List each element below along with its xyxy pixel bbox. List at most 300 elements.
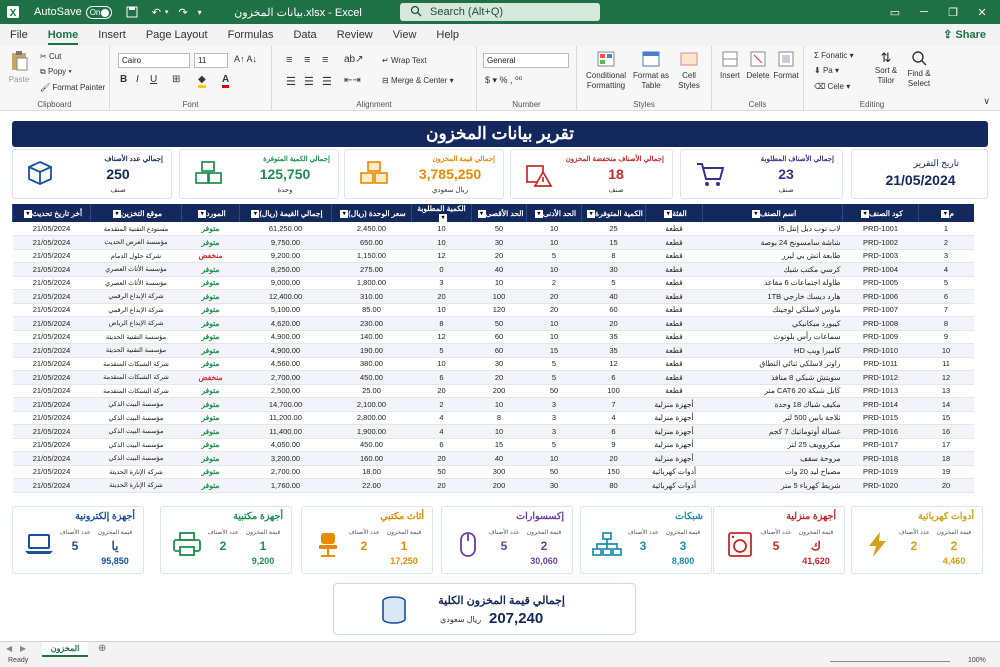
table-cell[interactable]: 8,250.00 xyxy=(240,263,332,277)
fill-button[interactable]: ⬇ Pa ▾ xyxy=(814,66,839,75)
column-header[interactable]: المورد▾ xyxy=(182,204,240,222)
table-cell[interactable]: 8 xyxy=(582,249,646,263)
restore-icon[interactable]: ❐ xyxy=(948,6,958,19)
table-cell[interactable]: 21/05/2024 xyxy=(13,263,91,277)
table-cell[interactable]: 20 xyxy=(412,479,472,493)
filter-dropdown-icon[interactable]: ▾ xyxy=(587,210,595,218)
undo-dropdown-icon[interactable]: ▾ xyxy=(164,9,169,16)
table-cell[interactable]: قطعة xyxy=(646,344,703,358)
table-cell[interactable]: 1 xyxy=(919,222,974,236)
table-cell[interactable]: 21/05/2024 xyxy=(13,371,91,385)
table-cell[interactable]: 20 xyxy=(412,452,472,466)
table-cell[interactable]: قطعة xyxy=(646,276,703,290)
format-cells-button[interactable]: Format xyxy=(772,50,800,80)
table-cell[interactable]: 21/05/2024 xyxy=(13,344,91,358)
find-select-button[interactable]: Find & Select xyxy=(902,50,936,89)
table-cell[interactable]: شركة الإبداع الرقمي xyxy=(91,303,182,317)
table-cell[interactable]: 10 xyxy=(527,236,582,250)
table-cell[interactable]: متوفر xyxy=(182,452,240,466)
table-cell[interactable]: 30 xyxy=(582,263,646,277)
table-cell[interactable]: 40 xyxy=(582,290,646,304)
tab-help[interactable]: Help xyxy=(436,29,460,41)
table-cell[interactable]: سويتش شبكي 8 منافذ xyxy=(703,371,843,385)
merge-center-button[interactable]: ⊟ Merge & Center ▾ xyxy=(382,76,454,85)
table-cell[interactable]: 12 xyxy=(412,249,472,263)
table-cell[interactable]: 7 xyxy=(582,398,646,412)
table-cell[interactable]: 6 xyxy=(582,425,646,439)
table-row[interactable] xyxy=(13,452,974,466)
table-cell[interactable]: 10 xyxy=(527,452,582,466)
tab-home[interactable]: Home xyxy=(38,24,89,46)
font-color-icon[interactable]: A xyxy=(222,74,229,88)
table-cell[interactable]: PRD-1001 xyxy=(843,222,919,236)
table-cell[interactable]: متوفر xyxy=(182,425,240,439)
table-cell[interactable]: 21/05/2024 xyxy=(13,330,91,344)
column-header[interactable]: اسم الصنف▾ xyxy=(703,204,843,222)
table-cell[interactable]: 17 xyxy=(919,438,974,452)
column-header[interactable]: الحد الأدنى▾ xyxy=(527,204,582,222)
table-cell[interactable]: 18.00 xyxy=(332,465,412,479)
table-cell[interactable]: 4 xyxy=(412,411,472,425)
table-cell[interactable]: 4 xyxy=(582,411,646,425)
table-cell[interactable]: 5 xyxy=(527,249,582,263)
table-row[interactable] xyxy=(13,384,974,398)
undo-icon[interactable]: ↶ xyxy=(151,6,161,19)
table-cell[interactable]: شركة الشبكات المتقدمة xyxy=(91,371,182,385)
table-cell[interactable]: 61,250.00 xyxy=(240,222,332,236)
table-cell[interactable]: 4,050.00 xyxy=(240,438,332,452)
bold-button[interactable]: B xyxy=(120,74,128,85)
redo-icon[interactable]: ↷ xyxy=(178,6,188,19)
table-cell[interactable]: أدوات كهربائية xyxy=(646,465,703,479)
align-left-icon[interactable]: ☰ xyxy=(286,76,296,88)
currency-icon[interactable]: $ ▾ % , ⁰⁰ xyxy=(485,75,523,85)
zoom-level[interactable]: 100% xyxy=(968,657,986,664)
table-cell[interactable]: 14 xyxy=(919,398,974,412)
table-cell[interactable]: قطعة xyxy=(646,249,703,263)
table-cell[interactable]: PRD-1019 xyxy=(843,465,919,479)
table-cell[interactable]: PRD-1003 xyxy=(843,249,919,263)
table-cell[interactable]: PRD-1006 xyxy=(843,290,919,304)
table-cell[interactable]: 20 xyxy=(472,371,527,385)
table-cell[interactable]: قطعة xyxy=(646,371,703,385)
table-cell[interactable]: 9,200.00 xyxy=(240,249,332,263)
table-cell[interactable]: ثلاجة بابين 500 لتر xyxy=(703,411,843,425)
table-row[interactable] xyxy=(13,479,974,493)
table-cell[interactable]: 60 xyxy=(582,303,646,317)
table-cell[interactable]: 10 xyxy=(527,330,582,344)
table-cell[interactable]: شركة الإبداع الرياض xyxy=(91,317,182,331)
table-cell[interactable]: متوفر xyxy=(182,317,240,331)
table-cell[interactable]: 50 xyxy=(412,465,472,479)
table-cell[interactable]: 9 xyxy=(919,330,974,344)
table-cell[interactable]: متوفر xyxy=(182,438,240,452)
table-cell[interactable]: 21/05/2024 xyxy=(13,357,91,371)
table-cell[interactable]: متوفر xyxy=(182,465,240,479)
table-cell[interactable]: قطعة xyxy=(646,222,703,236)
table-cell[interactable]: قطعة xyxy=(646,330,703,344)
table-cell[interactable]: 21/05/2024 xyxy=(13,290,91,304)
table-cell[interactable]: PRD-1013 xyxy=(843,384,919,398)
table-cell[interactable]: شركة الشبكات المتقدمة xyxy=(91,357,182,371)
table-cell[interactable]: 20 xyxy=(582,452,646,466)
table-cell[interactable]: 16 xyxy=(919,425,974,439)
collapse-ribbon-icon[interactable]: ∨ xyxy=(983,96,990,106)
table-cell[interactable]: 200 xyxy=(472,384,527,398)
table-cell[interactable]: 21/05/2024 xyxy=(13,249,91,263)
table-cell[interactable]: مؤسسة التقنية الحديثة xyxy=(91,344,182,358)
table-cell[interactable]: 15 xyxy=(919,411,974,425)
table-cell[interactable]: كيبورد ميكانيكي xyxy=(703,317,843,331)
filter-dropdown-icon[interactable]: ▾ xyxy=(113,210,121,218)
table-cell[interactable]: 10 xyxy=(472,276,527,290)
table-cell[interactable]: 21/05/2024 xyxy=(13,276,91,290)
table-cell[interactable]: 80 xyxy=(582,479,646,493)
table-cell[interactable]: 20 xyxy=(582,317,646,331)
table-cell[interactable]: 13 xyxy=(919,384,974,398)
table-cell[interactable]: 22.00 xyxy=(332,479,412,493)
table-cell[interactable]: 21/05/2024 xyxy=(13,398,91,412)
search-box[interactable] xyxy=(400,3,600,21)
table-cell[interactable]: 21/05/2024 xyxy=(13,465,91,479)
table-row[interactable] xyxy=(13,465,974,479)
underline-button[interactable]: U xyxy=(150,74,158,85)
table-cell[interactable]: 25 xyxy=(582,222,646,236)
table-cell[interactable]: PRD-1018 xyxy=(843,452,919,466)
cut-button[interactable]: ✂ Cut xyxy=(40,52,62,61)
table-cell[interactable]: PRD-1002 xyxy=(843,236,919,250)
font-size-buttons[interactable]: A↑ A↓ xyxy=(234,54,258,64)
table-cell[interactable]: قطعة xyxy=(646,317,703,331)
prev-sheet-icon[interactable]: ◀ xyxy=(6,644,13,653)
table-cell[interactable]: مؤسسة البيت الذكي xyxy=(91,398,182,412)
zoom-slider[interactable] xyxy=(830,661,950,662)
table-cell[interactable]: 2,700.00 xyxy=(240,465,332,479)
table-cell[interactable]: 2 xyxy=(527,276,582,290)
table-row[interactable] xyxy=(13,222,974,236)
font-size-select[interactable]: 11 xyxy=(194,53,228,68)
table-cell[interactable]: 3 xyxy=(527,398,582,412)
table-row[interactable] xyxy=(13,236,974,250)
column-header[interactable]: موقع التخزين▾ xyxy=(91,204,182,222)
table-cell[interactable]: 11,200.00 xyxy=(240,411,332,425)
table-cell[interactable]: 15 xyxy=(582,236,646,250)
table-row[interactable] xyxy=(13,317,974,331)
ribbon-display-icon[interactable]: ▭ xyxy=(889,6,901,19)
table-cell[interactable]: 380.00 xyxy=(332,357,412,371)
table-cell[interactable]: 20 xyxy=(919,479,974,493)
table-cell[interactable]: 3 xyxy=(919,249,974,263)
table-cell[interactable]: أجهزة منزلية xyxy=(646,452,703,466)
align-right-icon[interactable]: ☰ xyxy=(322,76,332,88)
tab-formulas[interactable]: Formulas xyxy=(227,29,274,41)
table-cell[interactable]: 15 xyxy=(527,344,582,358)
column-header[interactable]: سعر الوحدة (ريال)▾ xyxy=(332,204,412,222)
table-cell[interactable]: قطعة xyxy=(646,290,703,304)
column-header[interactable]: كود الصنف▾ xyxy=(843,204,919,222)
table-cell[interactable]: 9,000.00 xyxy=(240,276,332,290)
close-icon[interactable]: ✕ xyxy=(977,6,987,19)
align-top-icon[interactable]: ≡ xyxy=(286,54,293,66)
filter-dropdown-icon[interactable]: ▾ xyxy=(340,210,348,218)
table-cell[interactable]: PRD-1009 xyxy=(843,330,919,344)
table-cell[interactable]: 5 xyxy=(582,276,646,290)
table-cell[interactable]: 40 xyxy=(472,452,527,466)
table-row[interactable] xyxy=(13,330,974,344)
format-painter-button[interactable]: 🖌 Format Painter xyxy=(40,83,106,92)
table-cell[interactable]: 10 xyxy=(919,344,974,358)
table-cell[interactable]: PRD-1020 xyxy=(843,479,919,493)
table-cell[interactable]: متوفر xyxy=(182,303,240,317)
table-cell[interactable]: 30 xyxy=(527,479,582,493)
table-cell[interactable]: 20 xyxy=(412,384,472,398)
table-cell[interactable]: 8 xyxy=(412,317,472,331)
autosave-toggle[interactable]: On xyxy=(86,6,112,19)
table-cell[interactable]: 10 xyxy=(412,236,472,250)
table-cell[interactable]: 10 xyxy=(527,263,582,277)
table-cell[interactable]: متوفر xyxy=(182,398,240,412)
table-cell[interactable]: سماعات رأس بلوتوث xyxy=(703,330,843,344)
table-cell[interactable]: متوفر xyxy=(182,411,240,425)
table-cell[interactable]: 12 xyxy=(582,357,646,371)
table-cell[interactable]: أجهزة منزلية xyxy=(646,411,703,425)
orientation-icon[interactable]: ab↗ xyxy=(344,54,364,65)
table-cell[interactable]: شاشة سامسونج 24 بوصة xyxy=(703,236,843,250)
table-cell[interactable]: 120 xyxy=(472,303,527,317)
table-cell[interactable]: PRD-1010 xyxy=(843,344,919,358)
table-cell[interactable]: 3 xyxy=(527,411,582,425)
table-cell[interactable]: 60 xyxy=(472,344,527,358)
table-cell[interactable]: شريط كهرباء 5 متر xyxy=(703,479,843,493)
table-cell[interactable]: منخفض xyxy=(182,249,240,263)
table-cell[interactable]: 21/05/2024 xyxy=(13,222,91,236)
share-button[interactable]: ⇪ Share xyxy=(943,29,986,41)
table-cell[interactable]: كرسي مكتب شبك xyxy=(703,263,843,277)
save-icon[interactable] xyxy=(126,0,138,24)
tab-insert[interactable]: Insert xyxy=(98,29,126,41)
table-cell[interactable]: قطعة xyxy=(646,384,703,398)
table-cell[interactable]: 5 xyxy=(527,371,582,385)
insert-cells-button[interactable]: Insert xyxy=(716,50,744,80)
table-cell[interactable]: مؤسسة البيت الذكي xyxy=(91,438,182,452)
table-cell[interactable]: 15 xyxy=(472,438,527,452)
table-cell[interactable]: 10 xyxy=(412,303,472,317)
table-cell[interactable]: متوفر xyxy=(182,479,240,493)
table-cell[interactable]: أدوات كهربائية xyxy=(646,479,703,493)
table-cell[interactable]: قطعة xyxy=(646,263,703,277)
table-cell[interactable]: متوفر xyxy=(182,276,240,290)
table-cell[interactable]: متوفر xyxy=(182,344,240,358)
table-cell[interactable]: 2,800.00 xyxy=(332,411,412,425)
table-cell[interactable]: 50 xyxy=(527,465,582,479)
table-row[interactable] xyxy=(13,425,974,439)
table-cell[interactable]: 12,400.00 xyxy=(240,290,332,304)
table-cell[interactable]: هارد ديسك خارجي 1TB xyxy=(703,290,843,304)
table-cell[interactable]: راوتر لاسلكي ثنائي النطاق xyxy=(703,357,843,371)
table-cell[interactable]: 50 xyxy=(527,384,582,398)
table-cell[interactable]: 35 xyxy=(582,344,646,358)
tab-view[interactable]: View xyxy=(392,29,417,41)
table-cell[interactable]: 40 xyxy=(472,263,527,277)
table-cell[interactable]: 30 xyxy=(472,357,527,371)
table-cell[interactable]: 3 xyxy=(412,276,472,290)
table-cell[interactable]: 7 xyxy=(919,303,974,317)
table-cell[interactable]: 6 xyxy=(582,371,646,385)
table-row[interactable] xyxy=(13,411,974,425)
table-cell[interactable]: 9 xyxy=(582,438,646,452)
table-cell[interactable]: 4,900.00 xyxy=(240,330,332,344)
table-cell[interactable]: PRD-1011 xyxy=(843,357,919,371)
column-header[interactable]: الكمية المتوفرة▾ xyxy=(582,204,646,222)
table-cell[interactable]: 20 xyxy=(412,290,472,304)
table-cell[interactable]: 21/05/2024 xyxy=(13,479,91,493)
table-cell[interactable]: مؤسسة الأثاث العصري xyxy=(91,276,182,290)
table-cell[interactable]: 10 xyxy=(412,222,472,236)
table-cell[interactable]: 4,560.00 xyxy=(240,357,332,371)
table-cell[interactable]: متوفر xyxy=(182,263,240,277)
table-cell[interactable]: 2,450.00 xyxy=(332,222,412,236)
borders-icon[interactable]: ⊞ xyxy=(172,74,181,85)
table-cell[interactable]: ميكروويف 25 لتر xyxy=(703,438,843,452)
table-cell[interactable]: 21/05/2024 xyxy=(13,411,91,425)
table-row[interactable] xyxy=(13,249,974,263)
table-cell[interactable]: 450.00 xyxy=(332,438,412,452)
table-cell[interactable]: كاميرا ويب HD xyxy=(703,344,843,358)
table-cell[interactable]: 5 xyxy=(412,344,472,358)
table-cell[interactable]: 1,800.00 xyxy=(332,276,412,290)
sort-filter-button[interactable]: ⇅ Sort & Tiilor xyxy=(874,50,898,85)
table-cell[interactable]: 150 xyxy=(582,465,646,479)
table-cell[interactable]: 5 xyxy=(527,438,582,452)
table-cell[interactable]: مؤسسة البيت الذكي xyxy=(91,411,182,425)
align-middle-icon[interactable]: ≡ xyxy=(304,54,311,66)
table-cell[interactable]: 30 xyxy=(472,236,527,250)
number-format-select[interactable]: General xyxy=(483,53,569,68)
table-cell[interactable]: 2,100.00 xyxy=(332,398,412,412)
table-cell[interactable]: 2,700.00 xyxy=(240,371,332,385)
table-cell[interactable]: 35 xyxy=(582,330,646,344)
table-cell[interactable]: 5,100.00 xyxy=(240,303,332,317)
align-center-icon[interactable]: ☰ xyxy=(304,76,314,88)
table-cell[interactable]: 1,150.00 xyxy=(332,249,412,263)
table-cell[interactable]: 19 xyxy=(919,465,974,479)
table-cell[interactable]: 85.00 xyxy=(332,303,412,317)
table-row[interactable] xyxy=(13,263,974,277)
tab-data[interactable]: Data xyxy=(293,29,317,41)
tab-page-layout[interactable]: Page Layout xyxy=(145,29,208,41)
tab-file[interactable]: File xyxy=(10,29,28,41)
table-cell[interactable]: 10 xyxy=(527,222,582,236)
table-cell[interactable]: 20 xyxy=(527,290,582,304)
delete-cells-button[interactable]: Delete xyxy=(744,50,772,80)
column-header[interactable]: الفئة▾ xyxy=(646,204,703,222)
table-cell[interactable]: مستودع التقنية المتقدمة xyxy=(91,222,182,236)
italic-button[interactable]: I xyxy=(136,74,139,85)
cell-styles-button[interactable]: Cell Styles xyxy=(672,50,706,91)
indent-icon[interactable]: ⇤⇥ xyxy=(344,75,361,86)
table-cell[interactable]: 1,900.00 xyxy=(332,425,412,439)
table-cell[interactable]: أجهزة منزلية xyxy=(646,398,703,412)
table-cell[interactable]: متوفر xyxy=(182,236,240,250)
table-cell[interactable]: 4 xyxy=(919,263,974,277)
worksheet[interactable] xyxy=(0,111,1000,641)
table-cell[interactable]: 6 xyxy=(412,438,472,452)
table-cell[interactable]: طابعة اتش بي ليزر xyxy=(703,249,843,263)
table-cell[interactable]: 5 xyxy=(919,276,974,290)
table-cell[interactable]: 4 xyxy=(412,425,472,439)
table-cell[interactable]: شركة الإنارة الحديثة xyxy=(91,465,182,479)
table-cell[interactable]: شركة الإنارة الحديثة xyxy=(91,479,182,493)
table-cell[interactable]: 0 xyxy=(412,263,472,277)
table-cell[interactable]: 300 xyxy=(472,465,527,479)
table-cell[interactable]: أجهزة منزلية xyxy=(646,425,703,439)
table-cell[interactable]: 2,500.00 xyxy=(240,384,332,398)
table-cell[interactable]: 6 xyxy=(919,290,974,304)
table-cell[interactable]: كابل شبكة CAT6 20 متر xyxy=(703,384,843,398)
add-sheet-icon[interactable]: ⊕ xyxy=(98,643,107,654)
table-cell[interactable]: 160.00 xyxy=(332,452,412,466)
fill-color-icon[interactable]: ◆ xyxy=(198,74,206,88)
conditional-formatting-button[interactable]: Conditional Formatting xyxy=(583,50,629,91)
table-cell[interactable]: 10 xyxy=(472,398,527,412)
table-row[interactable] xyxy=(13,357,974,371)
table-cell[interactable]: شركة الشبكات المتقدمة xyxy=(91,384,182,398)
table-cell[interactable]: لاب توب ديل إنتل i5 xyxy=(703,222,843,236)
table-cell[interactable]: PRD-1015 xyxy=(843,411,919,425)
table-cell[interactable]: متوفر xyxy=(182,222,240,236)
table-cell[interactable]: 21/05/2024 xyxy=(13,452,91,466)
table-cell[interactable]: 2 xyxy=(919,236,974,250)
table-cell[interactable]: 5 xyxy=(527,357,582,371)
table-cell[interactable]: 4,900.00 xyxy=(240,344,332,358)
align-bottom-icon[interactable]: ≡ xyxy=(322,54,329,66)
table-cell[interactable]: أجهزة منزلية xyxy=(646,438,703,452)
filter-dropdown-icon[interactable]: ▾ xyxy=(251,210,259,218)
table-cell[interactable]: 10 xyxy=(412,357,472,371)
filter-dropdown-icon[interactable]: ▾ xyxy=(861,210,869,218)
filter-dropdown-icon[interactable]: ▾ xyxy=(941,210,949,218)
table-cell[interactable]: PRD-1017 xyxy=(843,438,919,452)
filter-dropdown-icon[interactable]: ▾ xyxy=(535,210,543,218)
table-cell[interactable]: 14,700.00 xyxy=(240,398,332,412)
table-row[interactable] xyxy=(13,303,974,317)
table-cell[interactable]: مصباح ليد 20 وات xyxy=(703,465,843,479)
minimize-icon[interactable]: ─ xyxy=(920,6,928,18)
filter-dropdown-icon[interactable]: ▾ xyxy=(198,210,206,218)
table-cell[interactable]: 9,750.00 xyxy=(240,236,332,250)
table-cell[interactable]: شركة حلول الدمام xyxy=(91,249,182,263)
table-cell[interactable]: 200 xyxy=(472,479,527,493)
tab-review[interactable]: Review xyxy=(336,29,373,41)
table-cell[interactable]: PRD-1008 xyxy=(843,317,919,331)
next-sheet-icon[interactable]: ▶ xyxy=(20,644,27,653)
wrap-text-button[interactable]: ↵ Wrap Text xyxy=(382,56,427,65)
filter-dropdown-icon[interactable]: ▾ xyxy=(439,214,447,222)
table-cell[interactable]: PRD-1016 xyxy=(843,425,919,439)
table-cell[interactable]: 12 xyxy=(412,330,472,344)
table-cell[interactable]: 450.00 xyxy=(332,371,412,385)
table-cell[interactable]: قطعة xyxy=(646,236,703,250)
table-cell[interactable]: 1,760.00 xyxy=(240,479,332,493)
table-row[interactable] xyxy=(13,371,974,385)
table-cell[interactable]: مروحة سقف xyxy=(703,452,843,466)
table-cell[interactable]: 310.00 xyxy=(332,290,412,304)
table-cell[interactable]: 20 xyxy=(472,249,527,263)
table-cell[interactable]: مؤسسة التقنية الحديثة xyxy=(91,330,182,344)
clear-button[interactable]: ⌫ Cele ▾ xyxy=(814,82,851,91)
table-cell[interactable]: 275.00 xyxy=(332,263,412,277)
table-cell[interactable]: منخفض xyxy=(182,371,240,385)
